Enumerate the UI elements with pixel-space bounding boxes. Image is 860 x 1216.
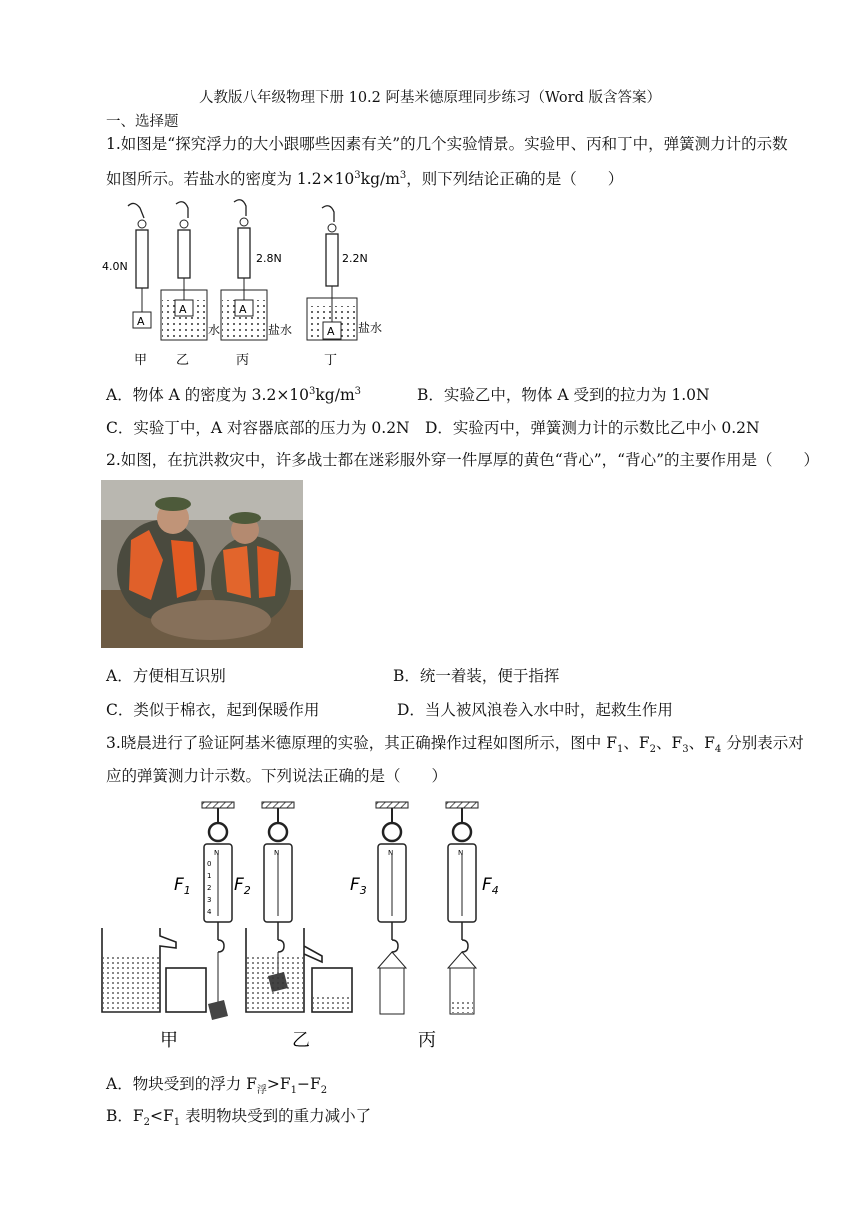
q3-stem-sub4: 4	[714, 744, 722, 756]
q3-caption-bing: 丙	[418, 1030, 436, 1051]
q3-figure	[96, 796, 516, 1058]
q3-option-b-rest: 表明物块受到的重力减小了	[180, 1107, 372, 1125]
q3-caption-yi: 乙	[292, 1030, 310, 1051]
q3-option-a[interactable]	[106, 1072, 327, 1096]
q1-object-yi: A	[179, 303, 187, 316]
q3-stem-sep1: 、F	[623, 734, 650, 752]
q3-option-a-sub: 浮	[256, 1085, 267, 1097]
q3-f1-tick3: 3	[207, 896, 212, 904]
q1-reading-bing: 2.8N	[256, 252, 282, 265]
q2-option-c[interactable]: C．类似于棉衣，起到保暖作用	[106, 701, 320, 719]
q3-option-a-minus: −F	[297, 1075, 321, 1093]
q2-option-b[interactable]: B．统一着装，便于指挥	[393, 667, 560, 685]
q3-f1-tick4: 4	[207, 908, 212, 916]
q1-option-c[interactable]: C．实验丁中，A 对容器底部的压力为 0.2N	[106, 419, 410, 437]
q3-option-a-rel: >F	[266, 1075, 291, 1093]
q3-stem-line2: 应的弹簧测力计示数。下列说法正确的是（ ）	[106, 767, 448, 785]
q1-option-a-sup2: 3	[354, 385, 362, 397]
q3-meter-f4	[446, 802, 478, 1014]
q1-option-a[interactable]	[106, 383, 361, 405]
q1-stem-line2	[106, 166, 623, 189]
q3-f1-tick1: 1	[207, 872, 212, 880]
q3-option-a-sub3: 2	[320, 1085, 328, 1097]
q1-stem-text-a: 如图所示。若盐水的密度为 1.2×10	[106, 170, 355, 189]
q1-caption-yi: 乙	[176, 353, 190, 368]
q3-meter-f3	[376, 802, 408, 1014]
q1-stem-sup2: 3	[399, 170, 407, 181]
q1-caption-ding: 丁	[324, 353, 338, 368]
q3-stem-end: 分别表示对	[721, 734, 804, 752]
q1-liquid-yi: 水	[208, 323, 221, 337]
q1-stem-text-b: kg/m	[360, 170, 400, 189]
q1-figure	[100, 196, 400, 372]
q3-label-f1: $F_1$	[174, 875, 191, 897]
q3-stem-sub3: 3	[682, 744, 689, 756]
q3-meter-f1	[202, 802, 234, 1020]
q3-f1-tick2: 2	[207, 884, 212, 892]
q1-option-a-unit: kg/m	[315, 386, 355, 404]
q1-object-jia: A	[137, 315, 145, 328]
q3-stem-sub2: 2	[649, 744, 656, 756]
q1-stem-sup: 3	[354, 170, 361, 181]
q3-meter-f2-unit: N	[274, 849, 280, 857]
q3-option-b[interactable]	[106, 1104, 371, 1128]
q3-label-f4: $F_4$	[482, 875, 499, 897]
q3-option-a-sub2: 1	[290, 1085, 298, 1097]
q1-option-a-sup: 3	[309, 385, 316, 397]
q1-setup-yi	[161, 202, 220, 340]
q1-object-ding: A	[327, 325, 335, 338]
q2-photo-flood-soldiers	[101, 480, 303, 648]
q1-option-a-text: A．物体 A 的密度为 3.2×10	[106, 386, 310, 404]
q3-caption-jia: 甲	[160, 1030, 178, 1051]
q3-option-b-rel: <F	[150, 1107, 174, 1125]
q1-caption-jia: 甲	[134, 353, 148, 368]
q3-label-f3: $F_3$	[350, 875, 367, 897]
q1-liquid-ding: 盐水	[358, 321, 383, 335]
q2-stem: 2.如图，在抗洪救灾中，许多战士都在迷彩服外穿一件厚厚的黄色“背心”，“背心”的主要作用是（ ）	[106, 451, 819, 469]
q3-option-b-text: B．F	[106, 1107, 144, 1125]
q1-object-bing: A	[239, 303, 247, 316]
q1-setup-ding	[307, 206, 382, 340]
q3-stem-sep2: 、F	[656, 734, 683, 752]
q3-meter-f4-unit: N	[458, 849, 464, 857]
document-title: 人教版八年级物理下册 10.2 阿基米德原理同步练习（Word 版含答案）	[199, 90, 661, 106]
q1-liquid-bing: 盐水	[268, 323, 293, 337]
q2-option-a[interactable]: A．方便相互识别	[106, 667, 226, 685]
q1-reading-jia: 4.0N	[102, 260, 128, 273]
q1-setup-jia	[102, 203, 151, 328]
q3-label-f2: $F_2$	[234, 875, 251, 897]
q3-f1-tick0: 0	[207, 860, 212, 868]
q1-option-d[interactable]: D．实验丙中，弹簧测力计的示数比乙中小 0.2N	[425, 419, 760, 437]
q3-stem-sub1: 1	[616, 744, 624, 756]
q1-stem-text-c: ，则下列结论正确的是（ ）	[406, 170, 624, 189]
q2-option-d[interactable]: D．当人被风浪卷入水中时，起救生作用	[397, 701, 673, 719]
q3-option-b-sub2: 1	[173, 1117, 181, 1129]
q3-meter-f1-unit: N	[214, 849, 220, 857]
q3-overflow-cup-jia	[102, 928, 206, 1012]
q3-stem-line1	[106, 733, 804, 760]
q3-option-a-text: A．物块受到的浮力 F	[106, 1075, 257, 1093]
section-heading: 一、选择题	[106, 114, 179, 130]
q1-caption-bing: 丙	[236, 353, 250, 368]
q1-option-b[interactable]: B．实验乙中，物体 A 受到的拉力为 1.0N	[417, 386, 710, 404]
q3-option-b-sub: 2	[143, 1117, 151, 1129]
q1-setup-bing	[221, 200, 292, 340]
q1-reading-ding: 2.2N	[342, 252, 368, 265]
q3-stem-sep3: 、F	[688, 734, 715, 752]
q1-stem-line1: 1.如图是“探究浮力的大小跟哪些因素有关”的几个实验情景。实验甲、丙和丁中，弹簧测力计的示数	[106, 135, 788, 153]
q3-overflow-cup-yi	[246, 928, 352, 1012]
q3-meter-f3-unit: N	[388, 849, 394, 857]
q3-stem-text: 3.晓晨进行了验证阿基米德原理的实验，其正确操作过程如图所示，图中 F	[106, 734, 617, 752]
